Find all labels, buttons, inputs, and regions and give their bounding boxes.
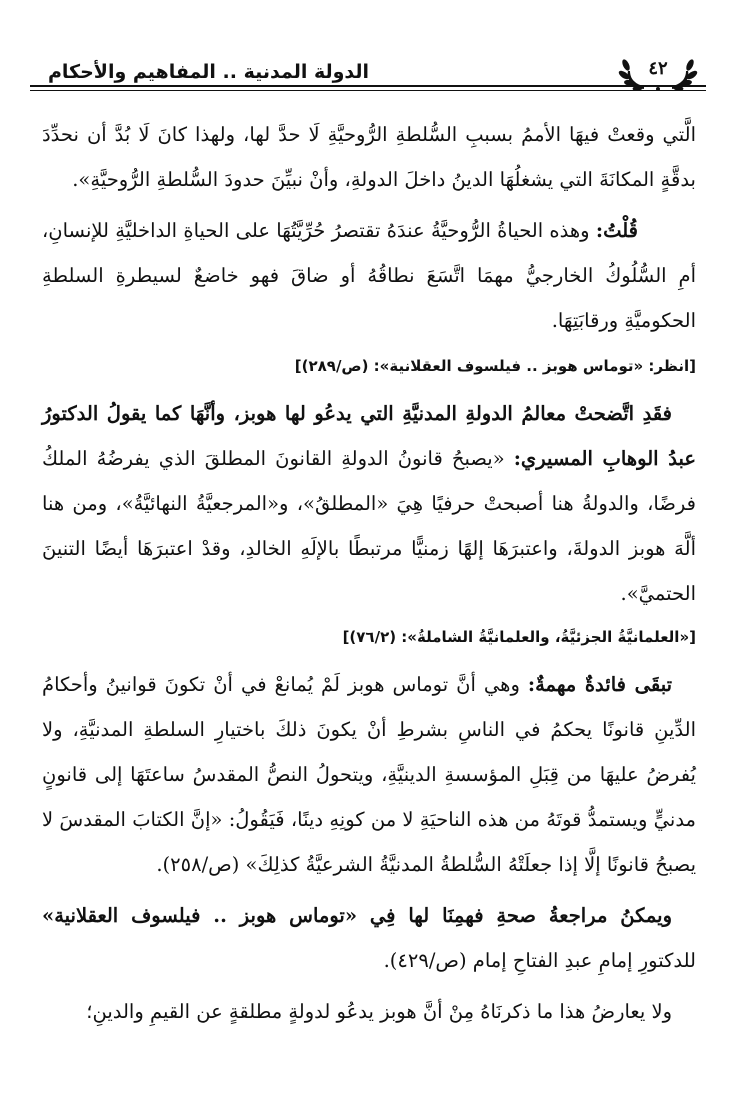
quote-text: فَيَقُولُ: «إنَّ الكتابَ المقدسَ لا يصبحُ قانونًا إلَّا إذا جعلَتْهُ السُّلطةُ المدنيَّةُ الشرعيَّةُ كذلِكَ» (ص/٢٥٨).	[42, 808, 696, 876]
paragraph: ولا يعارضُ هذا ما ذكرنَاهُ مِنْ أنَّ هوبز يدعُو لدولةٍ مطلقةٍ عن القيمِ والدينِ؛	[86, 1000, 672, 1023]
quote-text: «يصبحُ قانونُ الدولةِ القانونَ المطلقَ الذي يفرضُهُ الملكُ فرضًا، والدولةُ هنا أصبحتْ حرفيًا هِيَ «المطلقُ»، و«المرجعيَّةُ النهائيَّةُ»، ومن هنا ألَّهَ هوبز الدولةَ، واعتبرَهَا إلهًا زمنيًّا مرتبطًا بالإلَهِ الخالدِ، وقدْ اعتبرَهَا أيضًا التنينَ الحتميَّ».	[42, 447, 696, 605]
paragraph-text: فقَدِ اتَّضحتْ معالمُ الدولةِ المدنيَّةِ التي يدعُو لها هوبز، وأنَّهَا كما يقولُ الدكتورُ عبدُ الوهابِ المسيري:	[42, 402, 696, 470]
paragraph: الَّتي وقعتْ فيهَا الأممُ بسببِ السُّلطةِ الرُّوحيَّةِ لَا حدَّ لها، ولهذا كانَ لَا بُدَّ أن نحدِّدَ بدقَّةٍ المكانَةَ التي يشغلُهَا الدينُ داخلَ الدولةِ، وأنْ نبيِّنَ حدودَ السُّلطةِ الرُّوحيَّةِ».	[42, 123, 696, 191]
paragraph	[42, 893, 696, 983]
header-rule	[30, 85, 706, 87]
paragraph-lead: قُلْتُ:	[595, 219, 638, 242]
paragraph	[42, 208, 696, 343]
paragraph-text: وهي أنَّ توماس هوبز لَمْ يُمانعْ في أنْ تكونَ قوانينُ وأحكامُ الدِّينِ قانونًا يحكمُ في الناسِ بشرطِ أنْ يكونَ ذلكَ باختيارِ السلطةِ المدنيَّةِ، ولا يُفرضُ عليهَا من قِبَلِ المؤسسةِ الدينيَّةِ، ويتحولُ النصُّ المقدسُ ساعتَهَا إلى قانونٍ مدنيٍّ ويستمدُّ قوتَهُ من هذه الناحيَةِ لا من كونِهِ دينًا،	[42, 673, 697, 831]
paragraph-text: ويمكنُ مراجعةُ صحةِ فهمِنَا لها فِي «توماس هوبز .. فيلسوف العقلانية»	[42, 904, 672, 927]
paragraph-text: للدكتورِ إمامِ عبدِ الفتاحِ إمام (ص/٤٢٩).	[383, 949, 696, 972]
reference-citation: [«العلمانيَّةُ الجزئيَّةُ، والعلمانيَّةُ الشاملةُ»: (٧٦/٢)]	[342, 628, 696, 646]
page-body	[42, 112, 696, 1034]
paragraph-lead: تبقَى فائدةٌ مهمةٌ:	[527, 673, 673, 696]
reference-citation: [انظر: «توماس هوبز .. فيلسوف العقلانية»: (ص/٢٨٩)]	[294, 357, 696, 375]
paragraph-text: وهذه الحياةُ الرُّوحيَّةُ عندَهُ تقتصرُ حُرِّيَّتُهَا على الحياةِ الداخليَّةِ للإنسانِ، أمِ السُّلُوكُ الخارجيُّ مهمَا اتَّسَعَ نطاقُهُ أو ضاقَ فهو خاضعٌ لسيطرةِ السلطةِ الحكوميَّةِ ورقابَتِهَا.	[42, 219, 696, 332]
running-title: الدولة المدنية .. المفاهيم والأحكام	[48, 61, 370, 83]
paragraph	[42, 391, 696, 616]
paragraph	[42, 662, 696, 887]
header-rule-thin	[30, 90, 706, 91]
page-header	[30, 45, 706, 95]
page-number: ٤٢	[648, 58, 668, 79]
